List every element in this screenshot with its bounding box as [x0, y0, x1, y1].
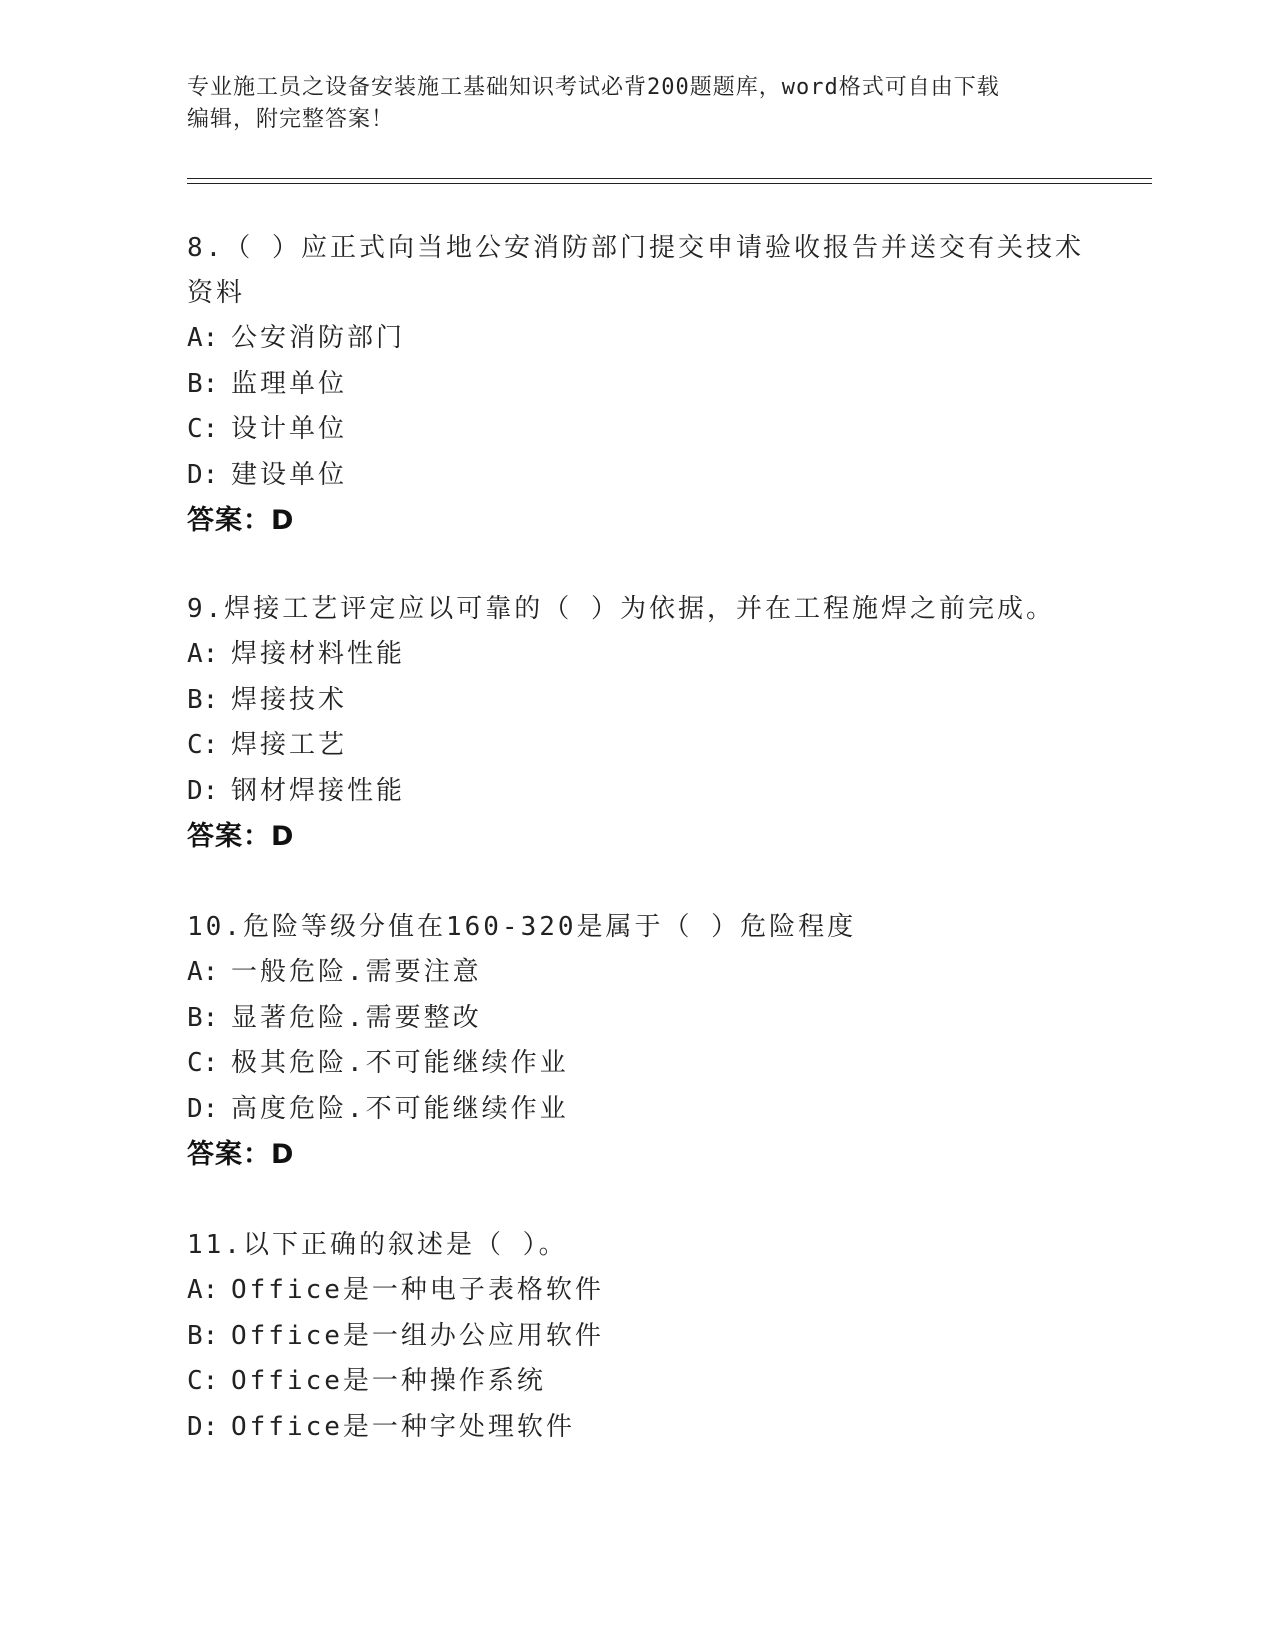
- option-text: 设计单位: [231, 414, 348, 444]
- option-letter: A:: [187, 639, 219, 669]
- question-stem: 11.以下正确的叙述是（ ）。: [187, 1230, 568, 1260]
- option-a: [187, 950, 1087, 996]
- option-b: [187, 996, 1087, 1042]
- option-letter: A:: [187, 1275, 219, 1305]
- header-divider-top: [187, 178, 1152, 179]
- question-11: [187, 1223, 1087, 1450]
- option-letter: B:: [187, 368, 219, 399]
- option-letter: D:: [187, 1411, 219, 1442]
- answer-label: 答案：D: [187, 821, 295, 852]
- option-text: Office是一种字处理软件: [231, 1411, 575, 1442]
- option-letter: D:: [187, 775, 219, 806]
- option-letter: C:: [187, 730, 219, 760]
- option-text: 一般危险.需要注意: [231, 957, 482, 987]
- option-text: 极其危险.不可能继续作业: [231, 1048, 569, 1078]
- option-letter: D:: [187, 1093, 219, 1124]
- question-stem: 9.焊接工艺评定应以可靠的（ ）为依据，并在工程施焊之前完成。: [187, 594, 1055, 624]
- option-c: [187, 723, 1087, 769]
- option-a: [187, 1268, 1087, 1314]
- option-c: [187, 1359, 1087, 1405]
- option-letter: A:: [187, 957, 219, 987]
- option-text: 显著危险.需要整改: [231, 1002, 482, 1033]
- question-10: [187, 905, 1087, 1178]
- option-c: [187, 407, 1087, 453]
- option-text: 焊接材料性能: [231, 639, 406, 669]
- option-letter: C:: [187, 414, 219, 444]
- option-text: 焊接技术: [231, 684, 348, 715]
- option-d: [187, 1087, 1087, 1133]
- option-letter: C:: [187, 1366, 219, 1396]
- option-text: 高度危险.不可能继续作业: [231, 1093, 569, 1124]
- option-letter: B:: [187, 1002, 219, 1033]
- option-text: Office是一种操作系统: [231, 1366, 546, 1396]
- question-9: [187, 587, 1087, 860]
- header-title-line2: 编辑，附完整答案！: [187, 107, 395, 132]
- option-letter: D:: [187, 459, 219, 490]
- option-text: Office是一组办公应用软件: [231, 1320, 604, 1351]
- option-b: [187, 678, 1087, 724]
- header-title-line1: 专业施工员之设备安装施工基础知识考试必背200题题库，word格式可自由下载: [187, 75, 1000, 100]
- document-header: [187, 72, 1087, 136]
- option-text: 建设单位: [231, 459, 348, 490]
- option-letter: A:: [187, 323, 219, 353]
- option-c: [187, 1041, 1087, 1087]
- question-stem-continued: 资料: [187, 278, 246, 308]
- option-b: [187, 362, 1087, 408]
- header-divider-bottom: [187, 183, 1152, 184]
- option-text: 监理单位: [231, 368, 348, 399]
- option-d: [187, 1405, 1087, 1451]
- question-stem: 10.危险等级分值在160-320是属于（ ）危险程度: [187, 912, 857, 942]
- option-text: 焊接工艺: [231, 730, 348, 760]
- option-text: 钢材焊接性能: [231, 775, 406, 806]
- option-d: [187, 769, 1087, 815]
- option-b: [187, 1314, 1087, 1360]
- option-a: [187, 632, 1087, 678]
- option-letter: B:: [187, 1320, 219, 1351]
- option-letter: C:: [187, 1048, 219, 1078]
- option-d: [187, 453, 1087, 499]
- option-text: 公安消防部门: [231, 323, 406, 353]
- answer-label: 答案：D: [187, 1139, 295, 1170]
- answer-label: 答案：D: [187, 505, 295, 536]
- option-letter: B:: [187, 684, 219, 715]
- option-text: Office是一种电子表格软件: [231, 1275, 604, 1305]
- question-stem: 8.（ ）应正式向当地公安消防部门提交申请验收报告并送交有关技术: [187, 233, 1084, 263]
- question-8: [187, 226, 1087, 544]
- option-a: [187, 316, 1087, 362]
